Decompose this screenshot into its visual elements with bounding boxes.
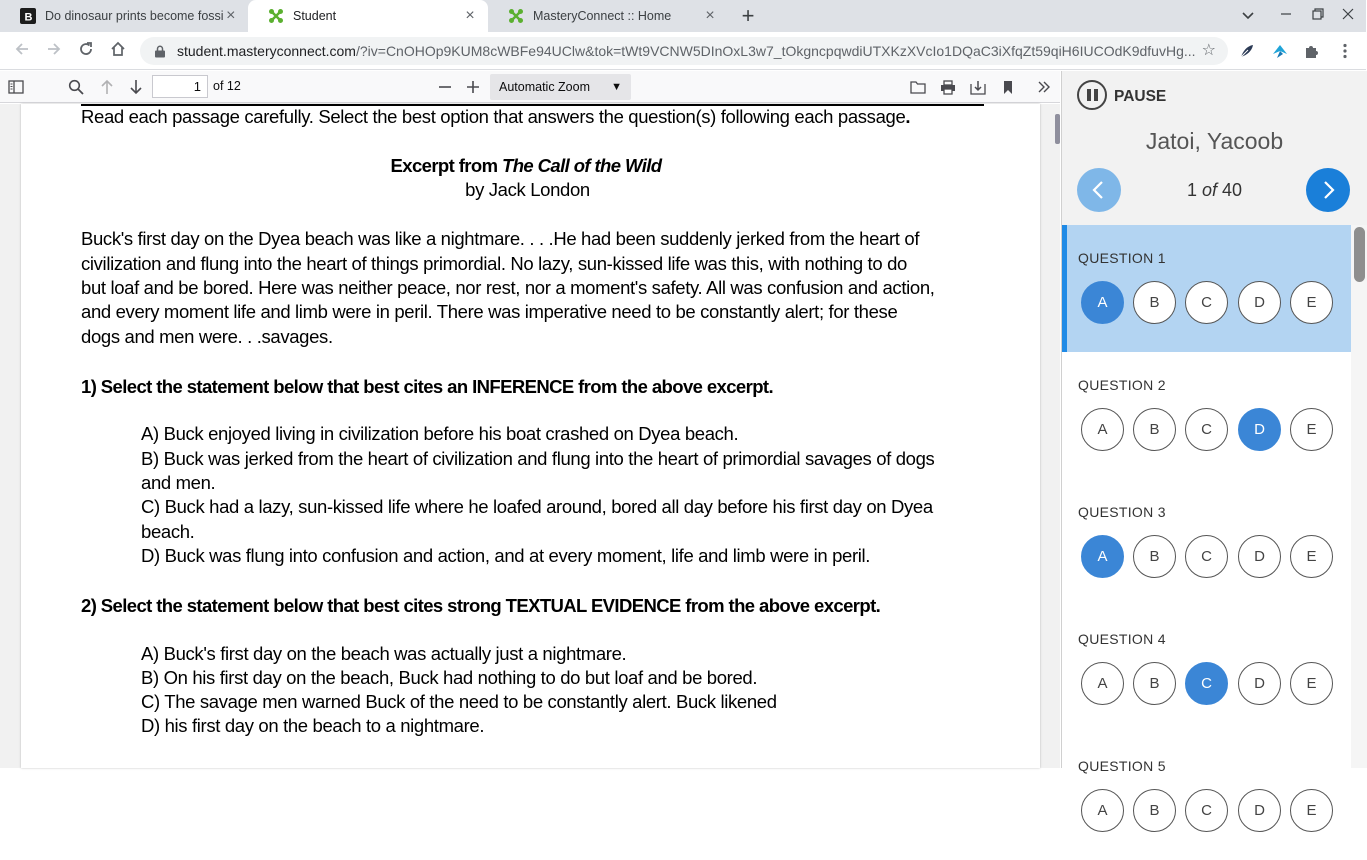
choice-e-button[interactable]: E	[1290, 662, 1333, 705]
counter-of: of	[1201, 180, 1217, 200]
page-count-label: of 12	[213, 79, 241, 93]
tools-chevron-icon[interactable]	[1034, 77, 1054, 97]
student-name: Jatoi, Yacoob	[1145, 128, 1284, 154]
q1-option: beach.	[141, 521, 195, 542]
q1-option: B) Buck was jerked from the heart of civilization and flung into the heart of primordial savages of dogs	[141, 448, 935, 469]
choice-a-button[interactable]: A	[1081, 789, 1124, 832]
choice-e-button[interactable]: E	[1290, 535, 1333, 578]
close-icon[interactable]: ×	[705, 7, 715, 24]
choice-a-button[interactable]: A	[1081, 662, 1124, 705]
instructions-body: Read each passage carefully. Select the best option that answers the question(s) following each passage	[81, 106, 906, 127]
extension-feather-icon[interactable]	[1238, 42, 1256, 60]
passage-line: dogs and men were. . .savages.	[81, 326, 333, 347]
choice-b-button[interactable]: B	[1133, 662, 1176, 705]
excerpt-title-prefix: Excerpt from	[390, 155, 502, 176]
byline: by Jack London	[465, 179, 590, 200]
choice-b-button[interactable]: B	[1133, 789, 1176, 832]
download-icon[interactable]	[968, 77, 988, 97]
extension-kami-icon[interactable]	[1271, 42, 1289, 60]
choice-a-button[interactable]: A	[1081, 535, 1124, 578]
q2-option: B) On his first day on the beach, Buck had nothing to do but loaf and be bored.	[141, 667, 758, 688]
url-path: /?iv=CnOHOp9KUM8cWBFe94UClw&tok=tWt9VCNW5DInOxL3w7_tOkgncpqwdiUTXKzXVcIo1DQaC3iXfqZt59qiH6IUCOdK9dfuvHg...	[355, 43, 1196, 59]
menu-kebab-icon[interactable]	[1336, 42, 1354, 60]
choice-d-button[interactable]: D	[1238, 535, 1281, 578]
minimize-icon[interactable]	[1278, 8, 1294, 24]
choice-a-button[interactable]: A	[1081, 408, 1124, 451]
question-label: QUESTION 1	[1078, 250, 1166, 266]
active-indicator	[1062, 225, 1067, 352]
q1-option: A) Buck enjoyed living in civilization before his boat crashed on Dyea beach.	[141, 423, 739, 444]
tab-title: Student	[293, 9, 337, 23]
choice-d-button[interactable]: D	[1238, 789, 1281, 832]
find-search-icon[interactable]	[66, 77, 86, 97]
zoom-out-minus-icon[interactable]	[435, 77, 455, 97]
chevron-down-icon: ▼	[611, 81, 622, 93]
choice-d-button[interactable]: D	[1238, 408, 1281, 451]
choice-c-button[interactable]: C	[1185, 789, 1228, 832]
q1-option: C) Buck had a lazy, sun-kissed life where he loafed around, bored all day before his first day on Dyea	[141, 496, 933, 517]
choice-c-button[interactable]: C	[1185, 662, 1228, 705]
q2-option: A) Buck's first day on the beach was actually just a nightmare.	[141, 643, 627, 664]
q2-option: C) The savage men warned Buck of the need to be constantly alert. Buck likened	[141, 691, 777, 712]
choice-e-button[interactable]: E	[1290, 281, 1333, 324]
new-tab-plus-icon[interactable]: +	[741, 3, 755, 28]
close-icon[interactable]: ×	[226, 7, 236, 24]
next-page-arrow-icon[interactable]	[126, 77, 146, 97]
tab-search-chevron-icon[interactable]	[1240, 8, 1256, 24]
q1-option: and men.	[141, 472, 216, 493]
panel-scrollbar-track[interactable]	[1351, 225, 1367, 768]
open-file-icon[interactable]	[908, 77, 928, 97]
choice-b-button[interactable]: B	[1133, 535, 1176, 578]
question-3-block[interactable]	[1062, 479, 1351, 606]
url-domain: student.masteryconnect.com	[177, 43, 356, 59]
tab-title: MasteryConnect :: Home	[533, 9, 672, 23]
excerpt-title-work: The Call of the Wild	[502, 155, 662, 176]
previous-page-arrow-icon[interactable]	[97, 77, 117, 97]
reload-icon[interactable]	[76, 41, 96, 61]
tab-strip	[0, 0, 1366, 32]
zoom-value: Automatic Zoom	[499, 80, 591, 94]
passage-line: and every moment life and limb were in peril. There was imperative need to be constantly alert; for these	[81, 301, 898, 322]
passage-line: Buck's first day on the Dyea beach was like a nightmare. . . .He had been suddenly jerked from the heart of	[81, 228, 920, 249]
brainly-icon	[20, 8, 36, 24]
question-1-prompt: 1) Select the statement below that best cites an INFERENCE from the above excerpt.	[81, 376, 774, 397]
choice-e-button[interactable]: E	[1290, 408, 1333, 451]
extensions-puzzle-icon[interactable]	[1303, 42, 1321, 60]
question-label: QUESTION 4	[1078, 631, 1166, 647]
question-2-prompt: 2) Select the statement below that best cites strong TEXTUAL EVIDENCE from the above excerpt.	[81, 595, 881, 616]
tab-title: Do dinosaur prints become fossi	[45, 9, 224, 23]
choice-d-button[interactable]: D	[1238, 281, 1281, 324]
back-arrow-icon[interactable]	[12, 41, 32, 61]
counter-current: 1	[1186, 180, 1197, 200]
choice-e-button[interactable]: E	[1290, 789, 1333, 832]
restore-icon[interactable]	[1310, 8, 1326, 24]
excerpt-title	[0, 154, 1052, 179]
choice-b-button[interactable]: B	[1133, 281, 1176, 324]
question-1-block[interactable]	[1062, 225, 1351, 352]
pdf-scrollbar[interactable]	[1055, 114, 1060, 144]
passage-line: civilization and flung into the heart of things primordial. No lazy, sun-kissed life was this, with nothing to do	[81, 253, 907, 274]
q1-option: D) Buck was flung into confusion and action, and at every moment, life and limb were in peril.	[141, 545, 871, 566]
zoom-in-plus-icon[interactable]	[463, 77, 483, 97]
sidebar-toggle-icon[interactable]	[6, 77, 26, 97]
close-icon[interactable]: ×	[465, 7, 475, 24]
next-question-button[interactable]	[1306, 168, 1350, 212]
counter-total: 40	[1222, 180, 1243, 200]
question-label: QUESTION 3	[1078, 504, 1166, 520]
bookmark-icon[interactable]	[998, 77, 1018, 97]
choice-d-button[interactable]: D	[1238, 662, 1281, 705]
pause-bar	[1062, 71, 1367, 111]
zoom-select[interactable]	[490, 74, 631, 100]
pause-button[interactable]: PAUSE	[1114, 88, 1167, 105]
svg-text:B: B	[24, 11, 33, 24]
choice-c-button[interactable]: C	[1185, 535, 1228, 578]
choice-a-button[interactable]: A	[1081, 281, 1124, 324]
panel-scrollbar-thumb[interactable]	[1354, 227, 1365, 282]
tab-brainly[interactable]	[0, 0, 248, 32]
home-icon[interactable]	[108, 41, 128, 61]
masteryconnect-icon	[268, 8, 284, 24]
instructions-period: .	[905, 106, 911, 127]
choice-b-button[interactable]: B	[1133, 408, 1176, 451]
tab-masteryconnect-home[interactable]	[488, 0, 728, 32]
masteryconnect-icon	[508, 8, 524, 24]
choice-c-button[interactable]: C	[1185, 408, 1228, 451]
question-5-block[interactable]	[1062, 733, 1351, 860]
bookmark-star-icon[interactable]: ☆	[1201, 42, 1216, 59]
url-text	[177, 43, 1197, 59]
question-2-block[interactable]	[1062, 352, 1351, 479]
print-icon[interactable]	[938, 77, 958, 97]
browser-toolbar	[0, 32, 1366, 70]
window-close-icon[interactable]	[1340, 8, 1356, 24]
choice-c-button[interactable]: C	[1185, 281, 1228, 324]
pause-icon[interactable]	[1077, 80, 1107, 110]
address-bar[interactable]	[140, 37, 1228, 65]
question-4-block[interactable]	[1062, 606, 1351, 733]
page-number-input[interactable]: 1	[152, 75, 208, 98]
question-label: QUESTION 2	[1078, 377, 1166, 393]
q2-option: D) his first day on the beach to a nightmare.	[141, 715, 485, 736]
assessment-panel	[1061, 71, 1366, 819]
lock-icon	[154, 45, 166, 57]
tab-student[interactable]	[248, 0, 488, 32]
instructions-text	[81, 105, 910, 130]
question-label: QUESTION 5	[1078, 758, 1166, 774]
forward-arrow-icon[interactable]	[44, 41, 64, 61]
passage-line: but loaf and be bored. Here was neither peace, nor rest, nor a moment's safety. All was confusion and action,	[81, 277, 935, 298]
